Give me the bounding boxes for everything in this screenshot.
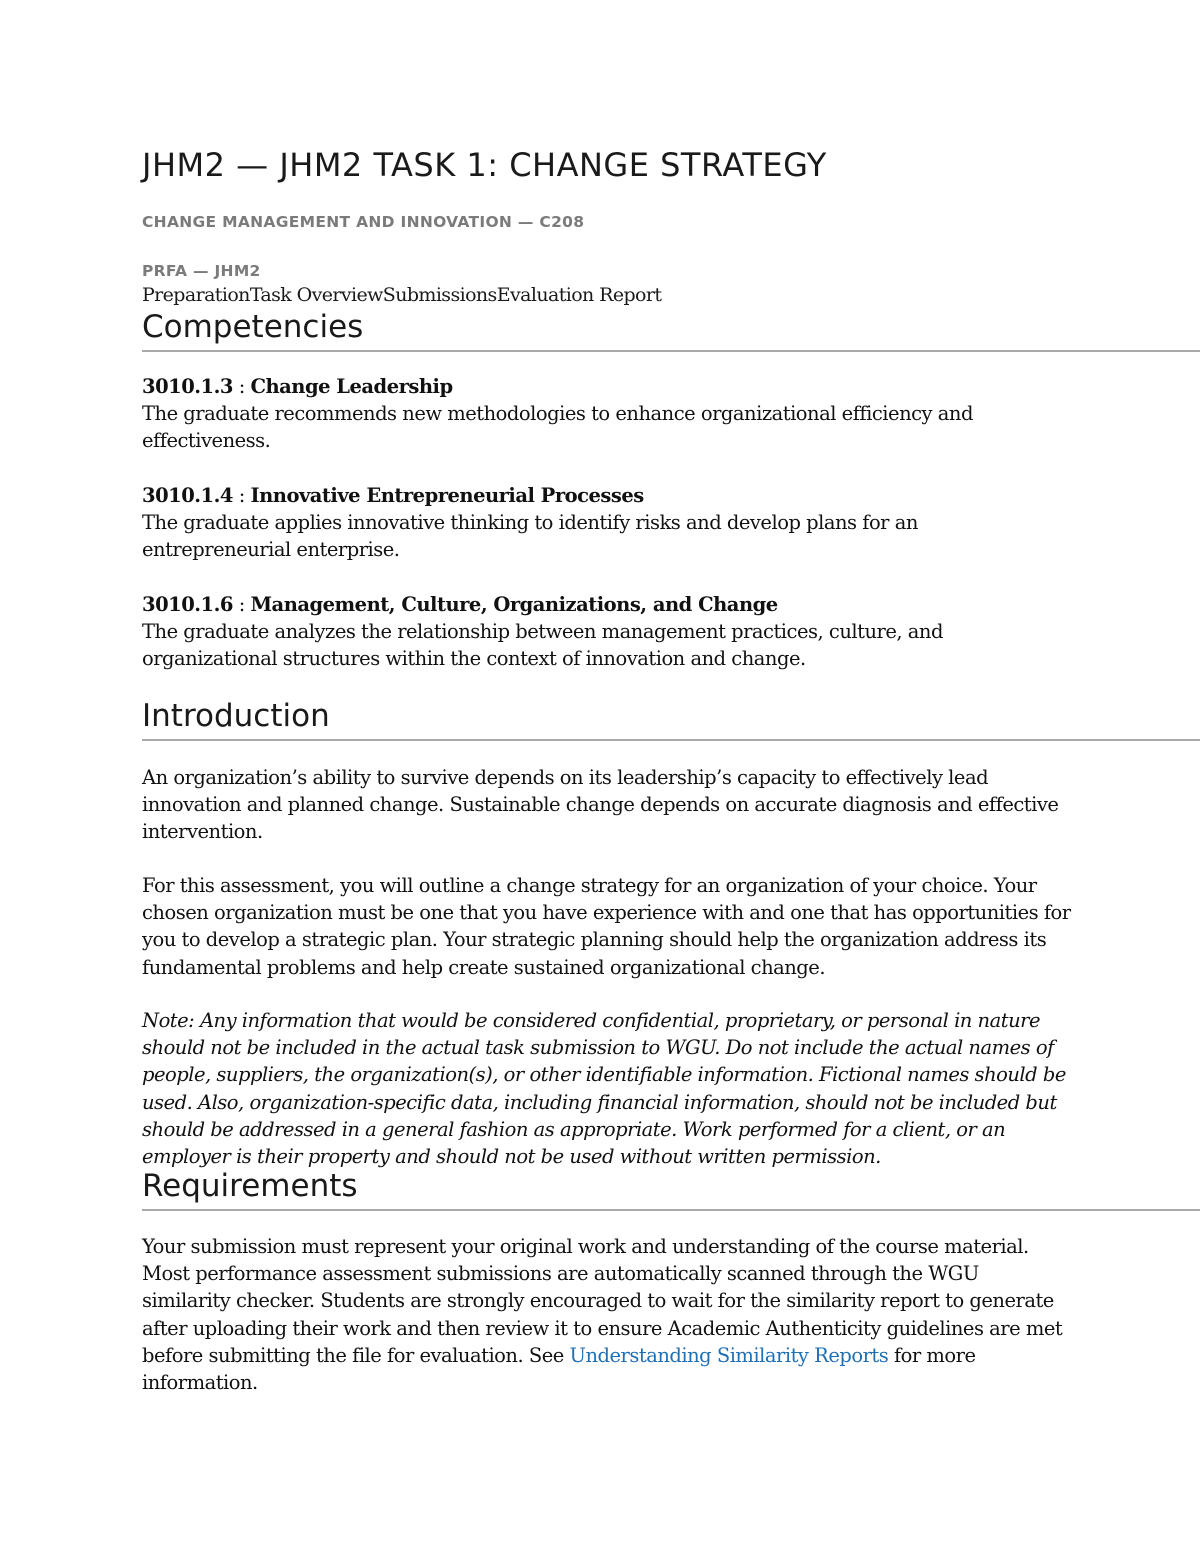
introduction-paragraph: An organization’s ability to survive depends on its leadership’s capacity to effectively lead innovation and planned change. Sustainable change depends on accurate diagnosis and effective intervention. xyxy=(142,766,1059,844)
competency-title: Innovative Entrepreneurial Processes xyxy=(250,484,644,507)
competency-description: The graduate applies innovative thinking to identify risks and develop plans for an entrepreneurial enterprise. xyxy=(142,511,918,561)
competency-code: 3010.1.6 xyxy=(142,593,233,616)
tab-task-overview[interactable]: Task Overview xyxy=(249,284,383,306)
similarity-reports-link[interactable]: Understanding Similarity Reports xyxy=(569,1343,889,1367)
tab-preparation[interactable]: Preparation xyxy=(142,284,250,306)
competencies-heading: Competencies xyxy=(142,307,1200,352)
competency-title: Management, Culture, Organizations, and Change xyxy=(250,593,778,616)
competency-description: The graduate analyzes the relationship between management practices, culture, and organizational structures within the context of innovation and change. xyxy=(142,620,943,670)
tab-evaluation-report[interactable]: Evaluation Report xyxy=(496,284,662,306)
competency-code: 3010.1.3 xyxy=(142,375,233,398)
requirements-heading: Requirements xyxy=(142,1166,1200,1211)
competency-item: 3010.1.6 : Management, Culture, Organizations, and Change The graduate analyzes the relationship between management practices, culture, and organizational structures within the context of innovation and change. xyxy=(142,591,1042,672)
page-title: JHM2 — JHM2 TASK 1: CHANGE STRATEGY xyxy=(142,146,827,184)
requirements-text-end: for more information. xyxy=(142,1343,976,1395)
competency-title: Change Leadership xyxy=(250,375,453,398)
introduction-paragraph: For this assessment, you will outline a change strategy for an organization of your choice. Your chosen organization must be one that you have experience with and one that has opportunities for you to develop a strategic plan. Your strategic planning should help the organization address its fundamental problems and help create sustained organizational change. xyxy=(142,874,1071,979)
competency-description: The graduate recommends new methodologies to enhance organizational efficiency and effectiveness. xyxy=(142,402,973,452)
tab-submissions[interactable]: Submissions xyxy=(382,284,497,306)
requirements-text: Your submission must represent your original work and understanding of the course material. Most performance assessment submissions are automatically scanned through the WGU similarity checker. Students are strongly encouraged to wait for the similarity report to generate after uploading their work and then review it to ensure Academic Authenticity guidelines are met before submitting the file for evaluation. See xyxy=(142,1235,1063,1367)
competency-item: 3010.1.4 : Innovative Entrepreneurial Processes The graduate applies innovative thinking to identify risks and develop plans for an entrepreneurial enterprise. xyxy=(142,482,1042,563)
assessment-code: PRFA — JHM2 xyxy=(142,262,261,280)
confidentiality-note: Note: Any information that would be considered confidential, proprietary, or personal in nature should not be included in the actual task submission to WGU. Do not include the actual names of people, suppliers, the organization(s), or other identifiable information. Fictional names should be used. Also, organization-specific data, including financial information, should not be included but should be addressed in a general fashion as appropriate. Work performed for a client, or an employer is their property and should not be used without written permission. xyxy=(142,1009,1066,1169)
introduction-heading: Introduction xyxy=(142,696,1200,741)
requirements-paragraph xyxy=(142,1233,1072,1396)
course-name: CHANGE MANAGEMENT AND INNOVATION — C208 xyxy=(142,213,585,231)
competency-item: 3010.1.3 : Change Leadership The graduate recommends new methodologies to enhance organizational efficiency and effectiveness. xyxy=(142,373,1042,454)
tab-bar xyxy=(142,284,661,306)
competency-code: 3010.1.4 xyxy=(142,484,233,507)
